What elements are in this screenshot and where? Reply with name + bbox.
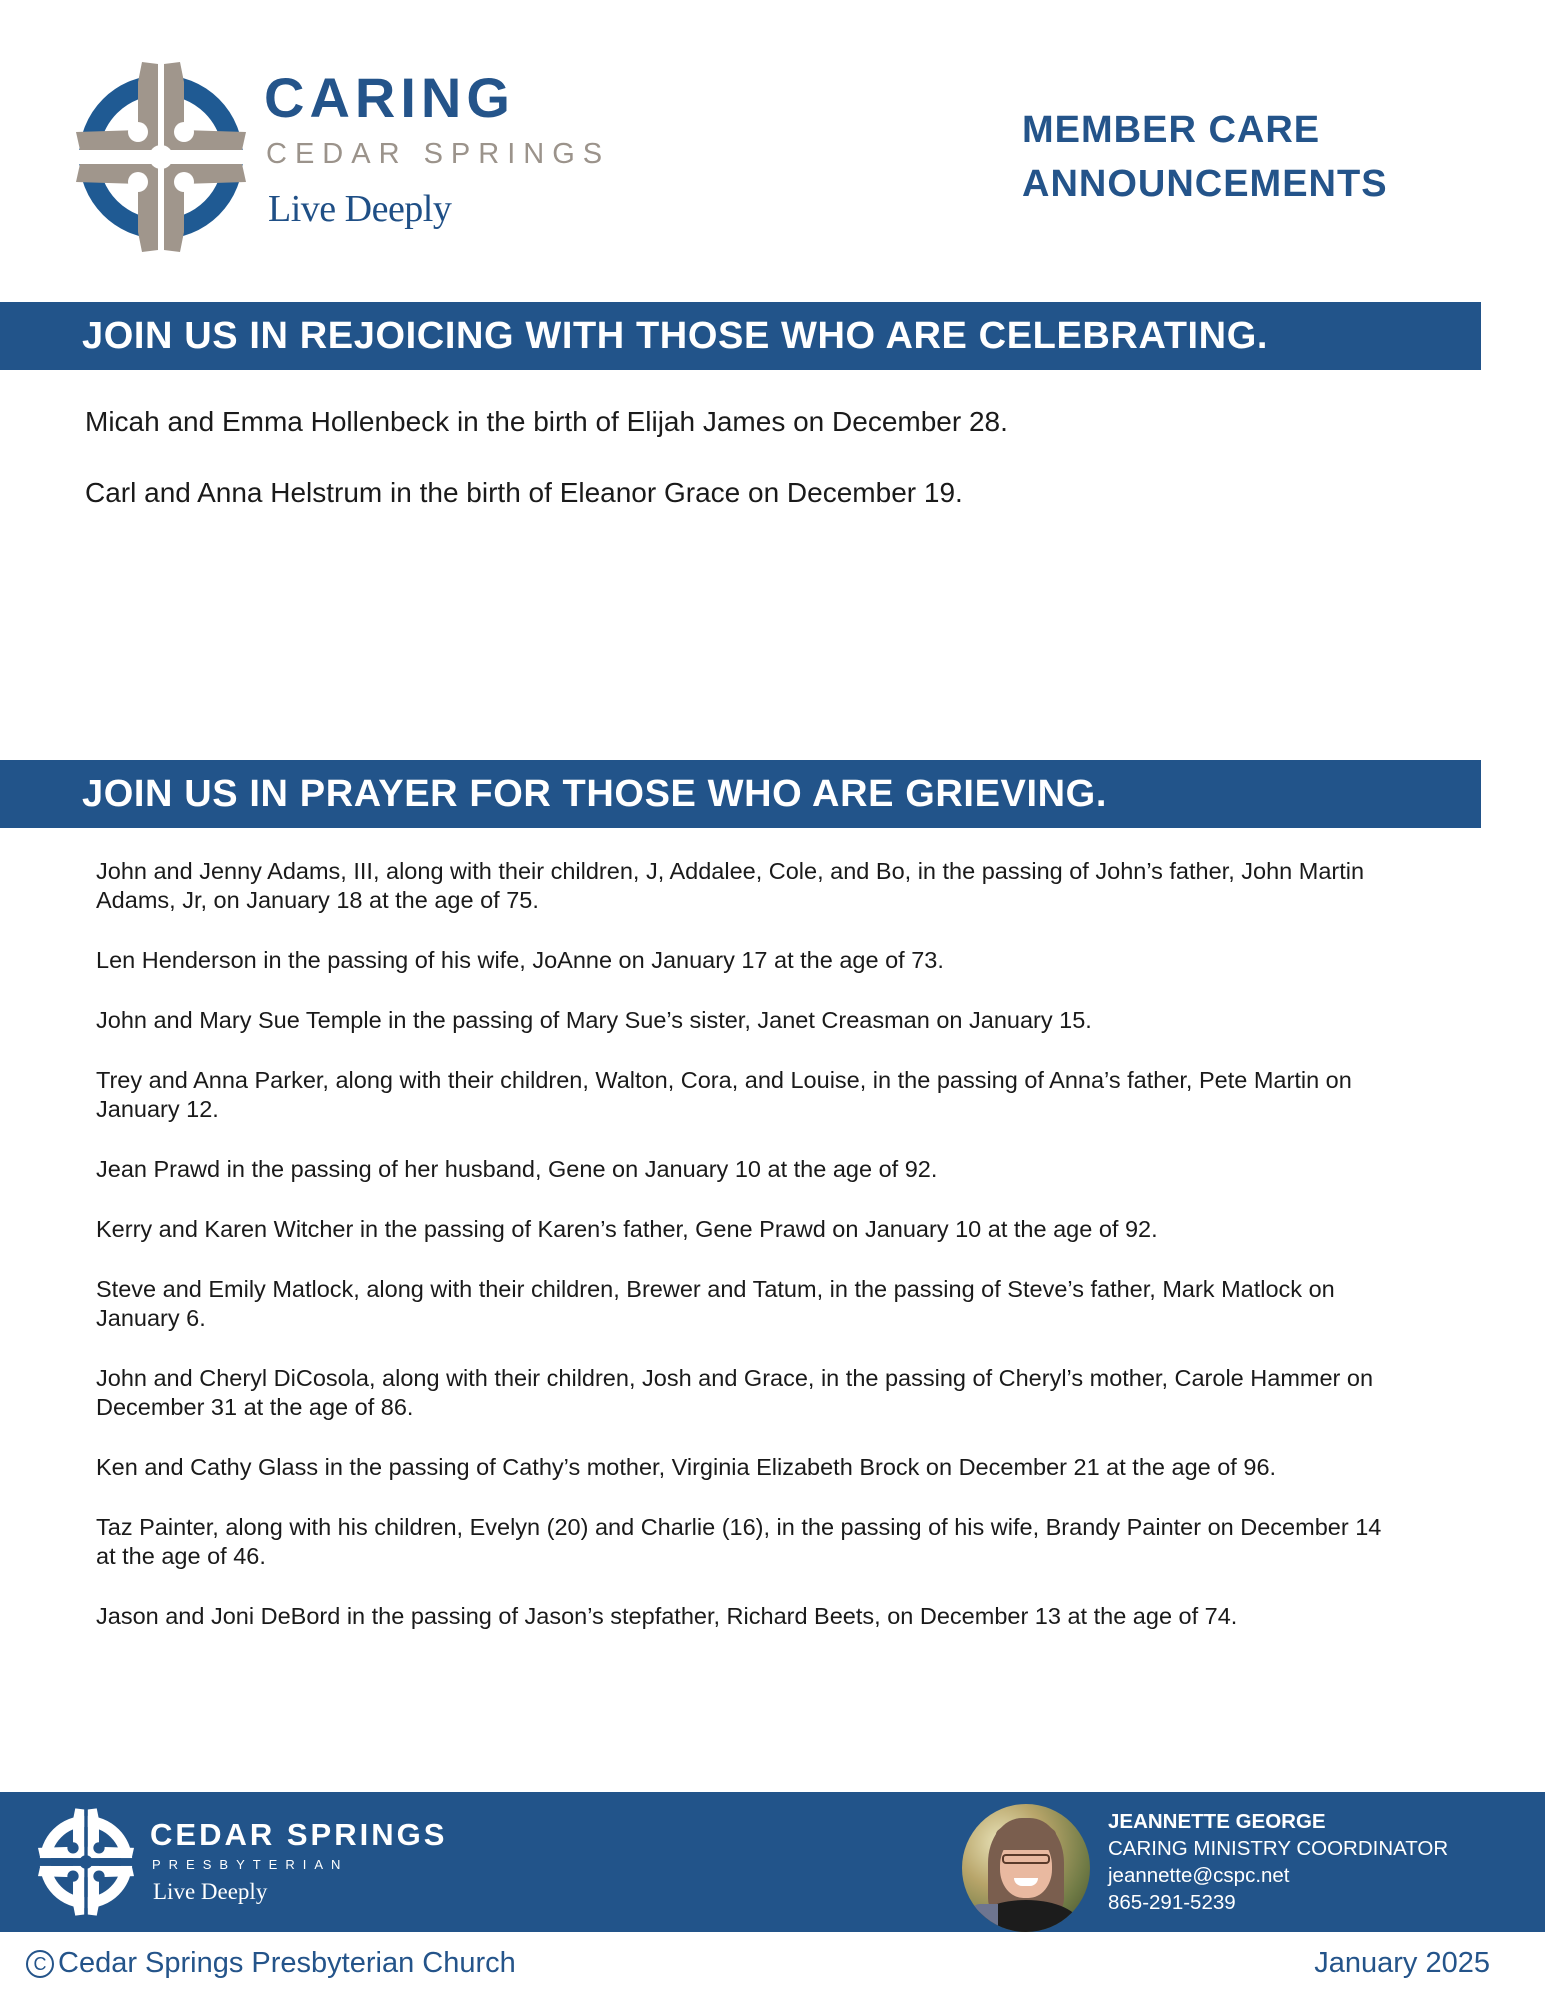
contact-photo xyxy=(962,1804,1090,1932)
footer-cross-logo-icon xyxy=(38,1808,134,1916)
contact-role: CARING MINISTRY COORDINATOR xyxy=(1108,1837,1449,1860)
footer-logo-name: CEDAR SPRINGS xyxy=(150,1817,448,1852)
copyright-text: Cedar Springs Presbyterian Church xyxy=(58,1947,516,1979)
contact-email[interactable]: jeannette@cspc.net xyxy=(1108,1864,1290,1887)
contact-phone[interactable]: 865-291-5239 xyxy=(1108,1891,1236,1914)
grief-item: John and Jenny Adams, III, along with their children, J, Addalee, Cole, and Bo, in the passing of John’s father, John Martin Adams, Jr, on January 18 at the age of 75. xyxy=(96,858,1365,913)
document-title xyxy=(1022,103,1388,211)
grief-item: Jean Prawd in the passing of her husband, Gene on January 10 at the age of 92. xyxy=(96,1156,938,1182)
copyright-icon: C xyxy=(26,1950,54,1978)
copyright xyxy=(26,1949,516,1978)
grieving-list xyxy=(96,857,1396,1662)
grief-item: Kerry and Karen Witcher in the passing of Karen’s father, Gene Prawd on January 10 at the age of 92. xyxy=(96,1216,1158,1242)
contact-name: JEANNETTE GEORGE xyxy=(1108,1810,1326,1833)
grief-item: Trey and Anna Parker, along with their children, Walton, Cora, and Louise, in the passing of Anna’s father, Pete Martin on January 12. xyxy=(96,1067,1352,1122)
celebrations-heading: JOIN US IN REJOICING WITH THOSE WHO ARE CELEBRATING. xyxy=(0,302,1481,370)
grief-item: John and Mary Sue Temple in the passing of Mary Sue’s sister, Janet Creasman on January 15. xyxy=(96,1007,1092,1033)
grief-item: John and Cheryl DiCosola, along with their children, Josh and Grace, in the passing of Cheryl’s mother, Carole Hammer on December 31 at the age of 86. xyxy=(96,1365,1374,1420)
footer-logo-subtitle: PRESBYTERIAN xyxy=(152,1857,349,1872)
footer-logo-tagline: Live Deeply xyxy=(153,1879,268,1904)
grief-item: Steve and Emily Matlock, along with their children, Brewer and Tatum, in the passing of Steve’s father, Mark Matlock on January 6. xyxy=(96,1276,1335,1331)
contact-block xyxy=(1108,1808,1448,1916)
grief-item: Ken and Cathy Glass in the passing of Cathy’s mother, Virginia Elizabeth Brock on December 21 at the age of 96. xyxy=(96,1454,1277,1480)
grieving-heading: JOIN US IN PRAYER FOR THOSE WHO ARE GRIEVING. xyxy=(0,760,1481,828)
celebrations-list xyxy=(85,405,1435,547)
logo-wordmark-cedar-springs: CEDAR SPRINGS xyxy=(266,138,611,170)
grief-item: Taz Painter, along with his children, Evelyn (20) and Charlie (16), in the passing of his wife, Brandy Painter on December 14 at the age of 46. xyxy=(96,1514,1382,1569)
logo-wordmark-caring: CARING xyxy=(264,66,515,129)
celebration-item: Carl and Anna Helstrum in the birth of Eleanor Grace on December 19. xyxy=(85,477,963,508)
document-title-line-1: MEMBER CARE xyxy=(1022,109,1321,151)
celebration-item: Micah and Emma Hollenbeck in the birth of Elijah James on December 28. xyxy=(85,406,1008,437)
grief-item: Len Henderson in the passing of his wife, JoAnne on January 17 at the age of 73. xyxy=(96,947,944,973)
grief-item: Jason and Joni DeBord in the passing of Jason’s stepfather, Richard Beets, on December 13 at the age of 74. xyxy=(96,1603,1238,1629)
cross-logo-icon xyxy=(76,62,246,252)
document-title-line-2: ANNOUNCEMENTS xyxy=(1022,163,1388,205)
logo-tagline: Live Deeply xyxy=(268,188,452,230)
issue-date: January 2025 xyxy=(1314,1947,1490,1979)
